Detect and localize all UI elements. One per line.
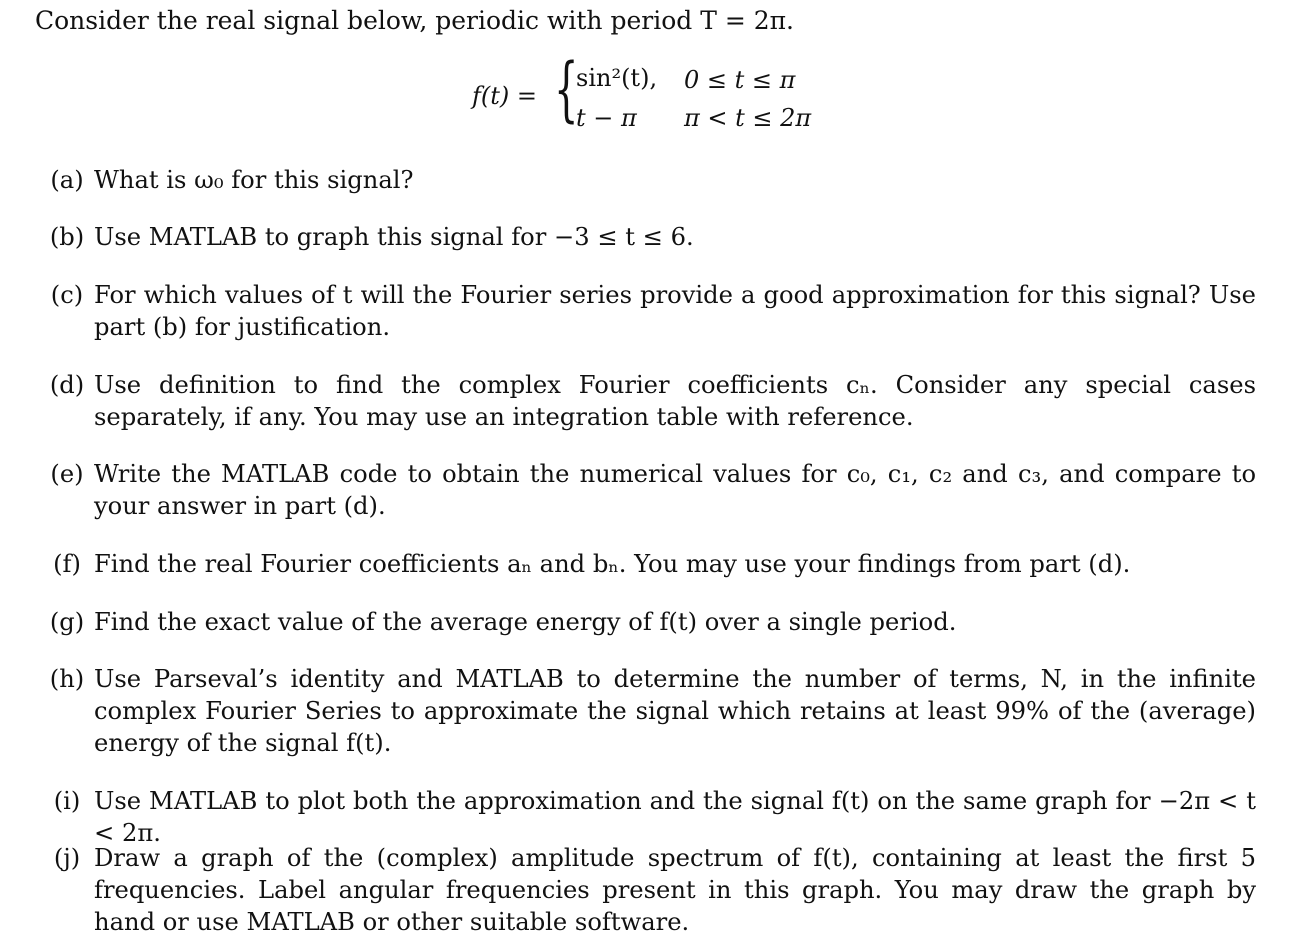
part-text: Write the MATLAB code to obtain the numerical values for c₀, c₁, c₂ and c₃, and compare to your answer in part (d).: [94, 460, 1256, 520]
part-c: [44, 279, 1256, 343]
part-label: (h): [49, 665, 85, 693]
part-label: (d): [49, 371, 85, 399]
part-text: Use MATLAB to plot both the approximation and the signal f(t) on the same graph for −2π < t < 2π.: [94, 787, 1256, 847]
part-text: Find the real Fourier coefficients aₙ and bₙ. You may use your findings from part (d).: [94, 550, 1131, 578]
part-text: Find the exact value of the average energy of f(t) over a single period.: [94, 608, 957, 636]
part-text: For which values of t will the Fourier series provide a good approximation for this signal? Use part (b) for justification.: [94, 281, 1256, 341]
part-e: [44, 458, 1256, 522]
equation-lhs: f(t) =: [472, 82, 537, 110]
part-label: (a): [50, 166, 84, 194]
piecewise-equation: [472, 48, 832, 142]
part-i: [44, 785, 1256, 849]
left-brace-symbol: {: [554, 48, 579, 130]
part-text: Use Parseval’s identity and MATLAB to determine the number of terms, N, in the infinite complex Fourier Series to approximate the signal which retains at least 99% of the (average) energy of the signal f(t).: [94, 665, 1256, 757]
part-g: [44, 606, 1256, 638]
part-label: (j): [53, 844, 81, 872]
problem-intro: Consider the real signal below, periodic with period T = 2π.: [35, 6, 795, 35]
part-label: (g): [49, 608, 85, 636]
part-text: Use definition to find the complex Fourier coefficients cₙ. Consider any special cases separately, if any. You may use an integration table with reference.: [94, 371, 1256, 431]
case2-condition: π < t ≤ 2π: [684, 104, 812, 132]
part-text: What is ω₀ for this signal?: [94, 166, 414, 194]
part-j: [44, 842, 1256, 938]
part-label: (e): [50, 460, 84, 488]
part-a: [44, 164, 1256, 196]
part-d: [44, 369, 1256, 433]
part-text: Use MATLAB to graph this signal for −3 ≤ t ≤ 6.: [94, 223, 694, 251]
part-label: (i): [53, 787, 81, 815]
case1-condition: 0 ≤ t ≤ π: [684, 66, 796, 94]
part-label: (b): [49, 223, 85, 251]
part-h: [44, 663, 1256, 759]
part-label: (c): [50, 281, 84, 309]
case1-expression: sin²(t),: [576, 64, 658, 92]
case2-expression: t − π: [576, 104, 637, 132]
part-text: Draw a graph of the (complex) amplitude spectrum of f(t), containing at least the first 5 frequencies. Label angular frequencies present in this graph. You may draw the graph by hand or use MATLAB or other suitable software.: [94, 844, 1256, 936]
part-b: [44, 221, 1256, 253]
part-label: (f): [53, 550, 81, 578]
part-f: [44, 548, 1256, 580]
